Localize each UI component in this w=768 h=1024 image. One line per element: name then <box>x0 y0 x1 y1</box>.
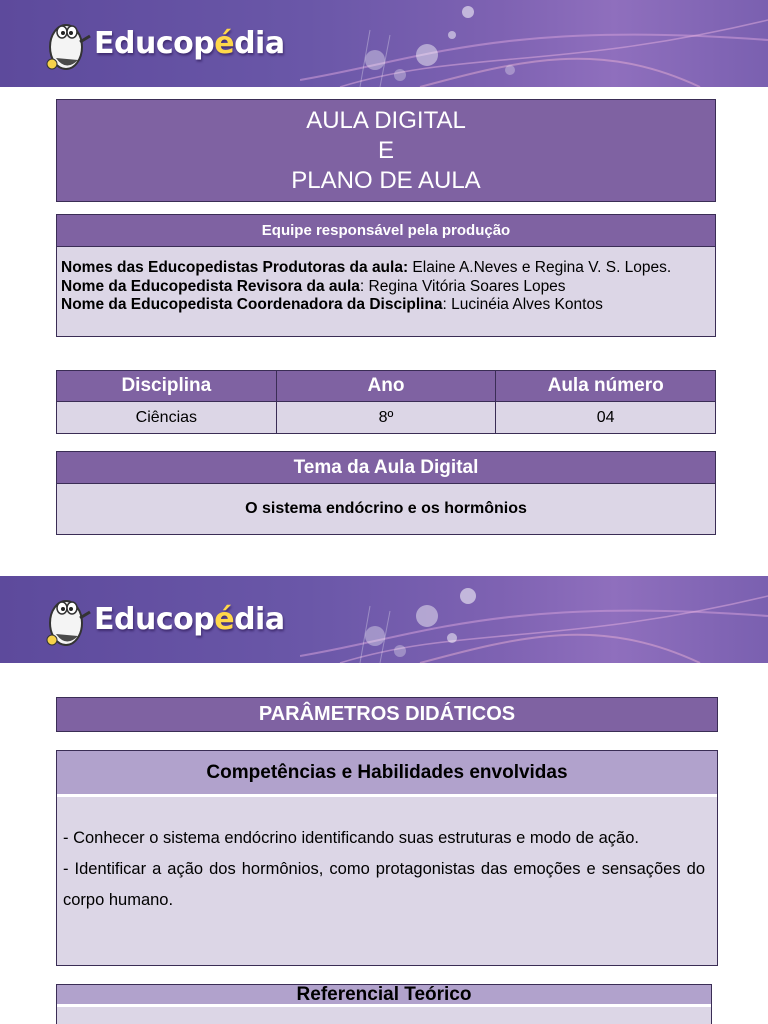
title-line-2: E <box>377 136 394 164</box>
table-header-row <box>57 371 715 402</box>
production-team-box <box>56 214 716 337</box>
title-line-1: AULA DIGITAL <box>306 106 466 134</box>
competences-heading: Competências e Habilidades envolvidas <box>57 751 717 797</box>
mascot-icon <box>44 588 92 650</box>
coordinator-line: Nome da Educopedista Coordenadora da Disciplina: Lucinéia Alves Kontos <box>61 296 603 313</box>
decorative-swirl <box>300 0 768 87</box>
cell-disciplina: Ciências <box>57 402 277 434</box>
header-banner-2 <box>0 576 768 663</box>
team-details <box>57 247 715 315</box>
theme-heading: Tema da Aula Digital <box>57 452 715 484</box>
table-row <box>57 402 715 434</box>
competences-box <box>56 750 718 966</box>
producers-line: Nomes das Educopedistas Produtoras da aula: Elaine A.Neves e Regina V. S. Lopes. <box>61 259 672 276</box>
educopedia-logo[interactable] <box>44 8 285 78</box>
brand-name: Educopédia <box>94 25 285 61</box>
header-aula-numero: Aula número <box>547 375 664 396</box>
reviewer-line: Nome da Educopedista Revisora da aula: Regina Vitória Soares Lopes <box>61 277 566 295</box>
header-ano: Ano <box>277 371 497 401</box>
cell-aula-numero: 04 <box>596 409 615 426</box>
theme-value: O sistema endócrino e os hormônios <box>245 500 527 517</box>
list-item: - Identificar a ação dos hormônios, como protagonistas das emoções e sensações do corpo humano. <box>63 860 705 909</box>
lesson-theme-box <box>56 451 716 535</box>
theoretical-reference-box <box>56 984 712 1024</box>
didactic-parameters-heading: PARÂMETROS DIDÁTICOS <box>56 697 718 732</box>
header-disciplina: Disciplina <box>57 371 277 401</box>
brand-name: Educopédia <box>94 601 285 637</box>
class-info-table <box>56 370 716 434</box>
lesson-title-box <box>56 99 716 202</box>
list-item: - Conhecer o sistema endócrino identificando suas estruturas e modo de ação. <box>63 829 639 847</box>
cell-ano: 8º <box>277 402 497 434</box>
decorative-swirl <box>300 576 768 663</box>
competences-list <box>57 797 717 916</box>
educopedia-logo[interactable] <box>44 584 285 654</box>
team-heading: Equipe responsável pela produção <box>57 215 715 247</box>
mascot-icon <box>44 12 92 74</box>
header-banner <box>0 0 768 87</box>
reference-heading: Referencial Teórico <box>57 985 711 1007</box>
title-line-3: PLANO DE AULA <box>291 166 481 194</box>
